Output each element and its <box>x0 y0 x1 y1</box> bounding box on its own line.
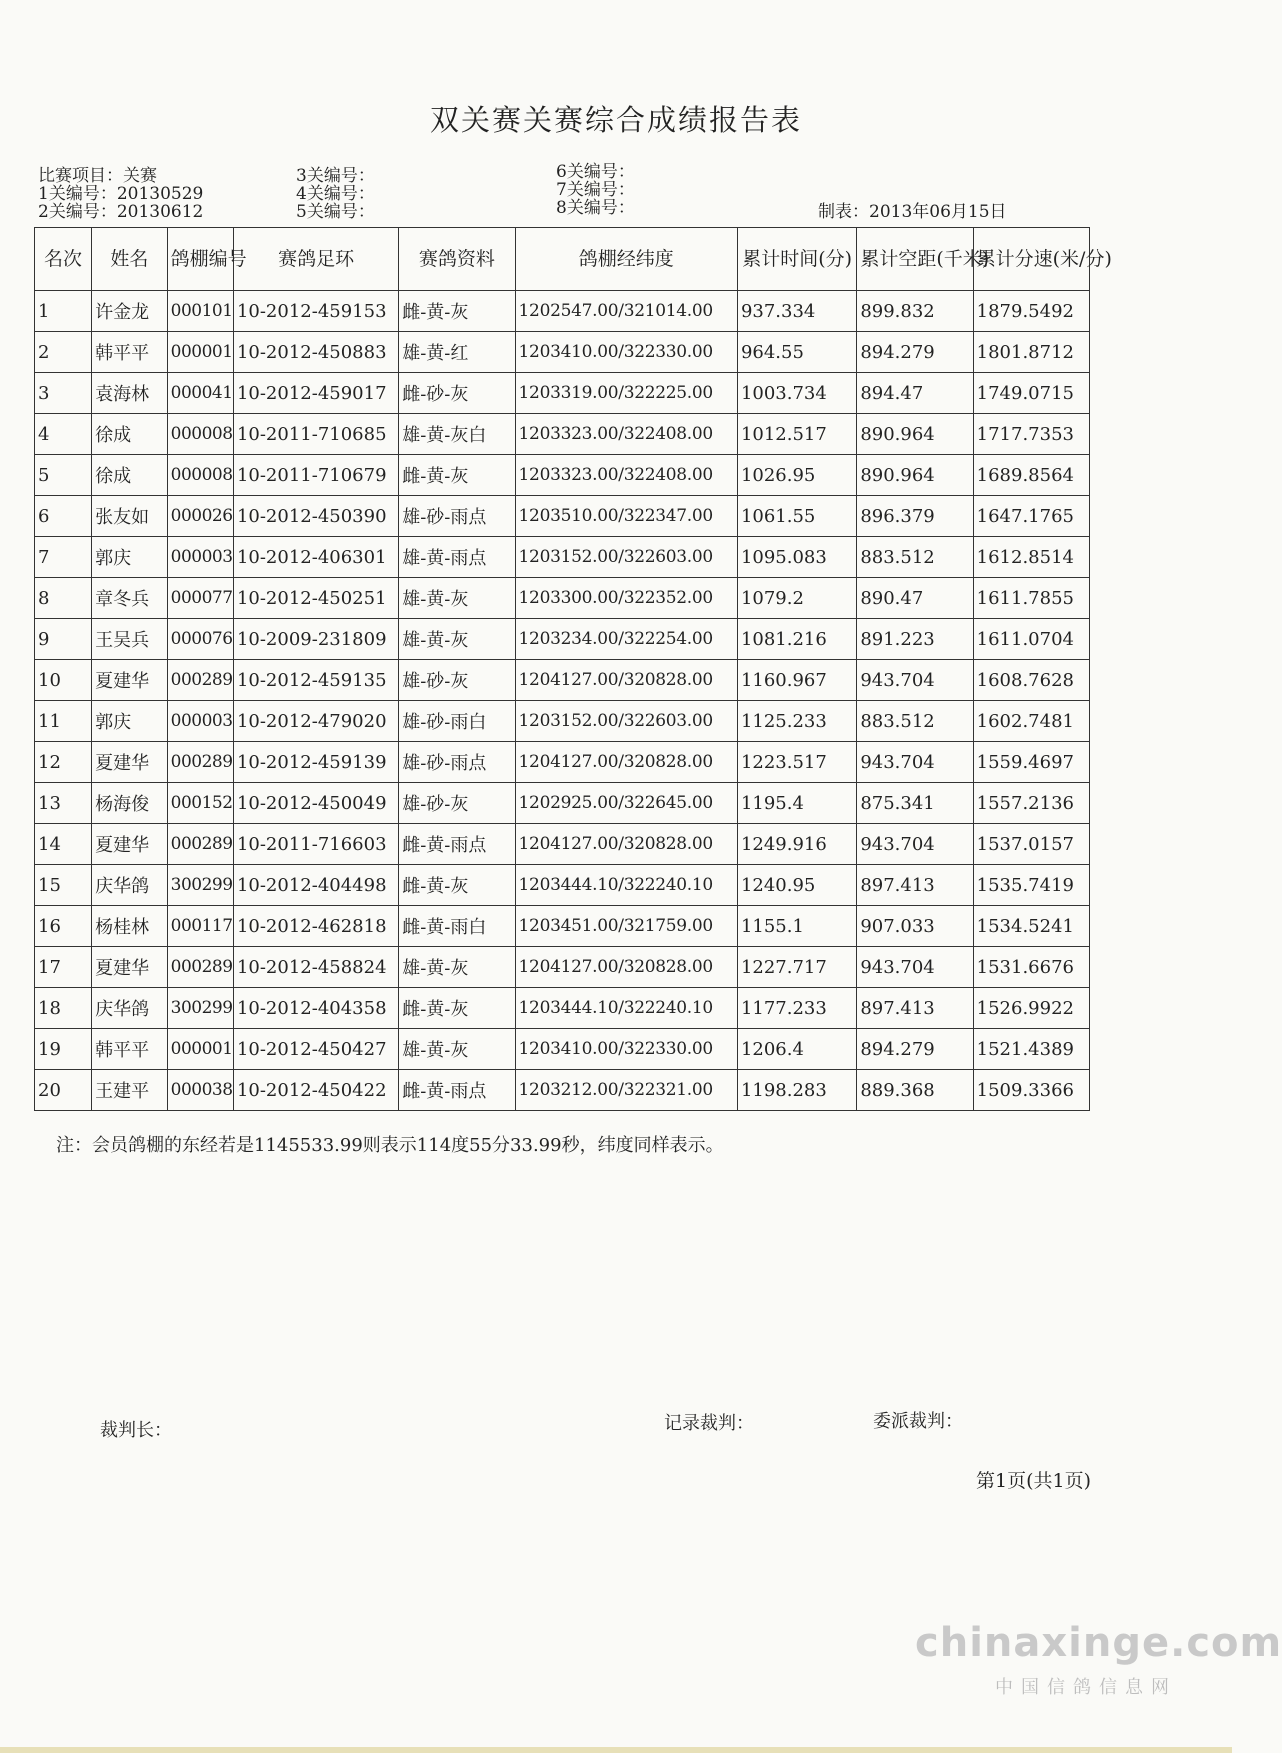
col-ring-cell: 10-2012-450251 <box>233 578 398 619</box>
col-ring-cell: 10-2012-404358 <box>233 988 398 1029</box>
col-rank-cell: 11 <box>35 701 92 742</box>
col-name-cell: 夏建华 <box>92 742 168 783</box>
stage4-number: 4关编号： <box>296 184 375 204</box>
stage7-number: 7关编号： <box>556 180 635 200</box>
col-coords-cell: 1203451.00/321759.00 <box>515 906 737 947</box>
col-loft-id-cell: 000003 <box>167 537 233 578</box>
col-name-cell: 郭庆 <box>92 701 168 742</box>
col-name-cell: 徐成 <box>92 414 168 455</box>
col-coords-cell: 1204127.00/320828.00 <box>515 660 737 701</box>
col-total-time-cell: 1240.95 <box>737 865 856 906</box>
col-name-cell: 郭庆 <box>92 537 168 578</box>
col-name-cell: 张友如 <box>92 496 168 537</box>
col-coords-cell: 1203152.00/322603.00 <box>515 537 737 578</box>
col-name-cell: 袁海林 <box>92 373 168 414</box>
col-ring-cell: 10-2012-450427 <box>233 1029 398 1070</box>
col-bird-info-cell: 雌-砂-灰 <box>399 373 515 414</box>
col-ring-cell: 10-2011-710685 <box>233 414 398 455</box>
col-bird-info-cell: 雄-黄-灰白 <box>399 414 515 455</box>
col-bird-info-cell: 雄-黄-灰 <box>399 1029 515 1070</box>
col-rank-cell: 2 <box>35 332 92 373</box>
col-total-distance-cell: 889.368 <box>857 1070 973 1111</box>
col-loft-id-cell: 000038 <box>167 1070 233 1111</box>
col-speed-cell: 1717.7353 <box>973 414 1089 455</box>
col-loft-id-cell: 000003 <box>167 701 233 742</box>
col-speed-cell: 1612.8514 <box>973 537 1089 578</box>
table-row <box>35 865 1090 906</box>
table-row <box>35 947 1090 988</box>
col-rank-cell: 19 <box>35 1029 92 1070</box>
col-bird-info-cell: 雄-黄-雨点 <box>399 537 515 578</box>
col-total-distance-cell: 943.704 <box>857 660 973 701</box>
table-row <box>35 291 1090 332</box>
col-speed-cell: 1647.1765 <box>973 496 1089 537</box>
col-total-distance-header: 累计空距(千米) <box>857 228 973 291</box>
col-coords-cell: 1204127.00/320828.00 <box>515 742 737 783</box>
col-coords-cell: 1203510.00/322347.00 <box>515 496 737 537</box>
col-ring-cell: 10-2012-450883 <box>233 332 398 373</box>
col-bird-info-cell: 雄-砂-雨白 <box>399 701 515 742</box>
col-speed-cell: 1608.7628 <box>973 660 1089 701</box>
col-bird-info-cell: 雌-黄-灰 <box>399 865 515 906</box>
page-number: 第1页(共1页) <box>976 1470 1092 1492</box>
col-ring-cell: 10-2012-479020 <box>233 701 398 742</box>
table-row <box>35 414 1090 455</box>
col-bird-info-cell: 雄-砂-雨点 <box>399 496 515 537</box>
col-loft-id-cell: 000077 <box>167 578 233 619</box>
watermark-subtitle: 中国信鸽信息网 <box>995 1677 1177 1698</box>
col-total-distance-cell: 894.279 <box>857 1029 973 1070</box>
col-coords-cell: 1203410.00/322330.00 <box>515 332 737 373</box>
watermark-text: chinaxinge.com <box>915 1620 1282 1666</box>
col-coords-cell: 1203212.00/322321.00 <box>515 1070 737 1111</box>
stage6-number: 6关编号： <box>556 162 635 182</box>
table-row <box>35 455 1090 496</box>
col-loft-id-cell: 000041 <box>167 373 233 414</box>
col-ring-cell: 10-2011-710679 <box>233 455 398 496</box>
col-speed-cell: 1537.0157 <box>973 824 1089 865</box>
table-row <box>35 619 1090 660</box>
stage3-number: 3关编号： <box>296 166 375 186</box>
col-total-distance-cell: 894.279 <box>857 332 973 373</box>
col-total-distance-cell: 890.964 <box>857 414 973 455</box>
col-rank-cell: 1 <box>35 291 92 332</box>
col-total-distance-cell: 943.704 <box>857 824 973 865</box>
col-coords-cell: 1203323.00/322408.00 <box>515 414 737 455</box>
col-coords-cell: 1202547.00/321014.00 <box>515 291 737 332</box>
col-rank-cell: 16 <box>35 906 92 947</box>
table-row <box>35 537 1090 578</box>
col-rank-cell: 6 <box>35 496 92 537</box>
table-row <box>35 1029 1090 1070</box>
col-loft-id-cell: 300299 <box>167 988 233 1029</box>
col-coords-cell: 1203444.10/322240.10 <box>515 988 737 1029</box>
meta-middle <box>296 167 375 221</box>
col-rank-cell: 14 <box>35 824 92 865</box>
col-total-distance-cell: 896.379 <box>857 496 973 537</box>
col-speed-cell: 1559.4697 <box>973 742 1089 783</box>
record-judge-label: 记录裁判： <box>664 1413 754 1434</box>
col-rank-cell: 20 <box>35 1070 92 1111</box>
col-rank-header: 名次 <box>35 228 92 291</box>
col-total-time-cell: 1198.283 <box>737 1070 856 1111</box>
col-rank-cell: 4 <box>35 414 92 455</box>
table-row <box>35 701 1090 742</box>
col-bird-info-cell: 雌-黄-灰 <box>399 455 515 496</box>
col-speed-cell: 1879.5492 <box>973 291 1089 332</box>
col-name-cell: 韩平平 <box>92 1029 168 1070</box>
col-total-time-cell: 1206.4 <box>737 1029 856 1070</box>
results-table <box>34 227 1112 1111</box>
col-name-cell: 庆华鸽 <box>92 988 168 1029</box>
col-total-time-cell: 937.334 <box>737 291 856 332</box>
col-rank-cell: 17 <box>35 947 92 988</box>
table-row <box>35 578 1090 619</box>
table-row <box>35 332 1090 373</box>
col-rank-cell: 18 <box>35 988 92 1029</box>
col-total-time-cell: 1026.95 <box>737 455 856 496</box>
col-total-time-cell: 1195.4 <box>737 783 856 824</box>
col-ring-cell: 10-2012-462818 <box>233 906 398 947</box>
col-bird-info-cell: 雄-黄-灰 <box>399 947 515 988</box>
report-title: 双关赛关赛综合成绩报告表 <box>429 103 802 137</box>
stage2-number: 2关编号：20130612 <box>38 202 204 222</box>
col-speed-cell: 1557.2136 <box>973 783 1089 824</box>
col-name-cell: 杨桂林 <box>92 906 168 947</box>
col-total-time-cell: 1223.517 <box>737 742 856 783</box>
col-ring-cell: 10-2012-404498 <box>233 865 398 906</box>
col-name-header: 姓名 <box>92 228 168 291</box>
col-loft-id-cell: 000152 <box>167 783 233 824</box>
col-loft-id-cell: 000026 <box>167 496 233 537</box>
col-bird-info-cell: 雄-砂-灰 <box>399 783 515 824</box>
col-total-time-cell: 1095.083 <box>737 537 856 578</box>
col-coords-cell: 1203300.00/322352.00 <box>515 578 737 619</box>
col-loft-id-cell: 000289 <box>167 824 233 865</box>
table-row <box>35 373 1090 414</box>
meta-right <box>556 163 635 217</box>
col-total-distance-cell: 943.704 <box>857 947 973 988</box>
col-speed-header: 累计分速(米/分) <box>973 228 1089 291</box>
col-ring-header: 赛鸽足环 <box>233 228 398 291</box>
col-coords-cell: 1203323.00/322408.00 <box>515 455 737 496</box>
chief-judge-label: 裁判长： <box>100 1420 172 1441</box>
col-name-cell: 韩平平 <box>92 332 168 373</box>
project-label: 比赛项目：关赛 <box>38 166 157 186</box>
col-ring-cell: 10-2012-450390 <box>233 496 398 537</box>
col-coords-header: 鸽棚经纬度 <box>515 228 737 291</box>
col-total-distance-cell: 907.033 <box>857 906 973 947</box>
col-total-distance-cell: 883.512 <box>857 537 973 578</box>
col-bird-info-cell: 雌-黄-灰 <box>399 291 515 332</box>
table-row <box>35 906 1090 947</box>
col-total-distance-cell: 875.341 <box>857 783 973 824</box>
col-ring-cell: 10-2012-459135 <box>233 660 398 701</box>
table-row <box>35 783 1090 824</box>
stage8-number: 8关编号： <box>556 198 635 218</box>
col-bird-info-cell: 雌-黄-灰 <box>399 988 515 1029</box>
col-speed-cell: 1611.7855 <box>973 578 1089 619</box>
col-total-distance-cell: 897.413 <box>857 988 973 1029</box>
col-total-time-cell: 1155.1 <box>737 906 856 947</box>
col-speed-cell: 1801.8712 <box>973 332 1089 373</box>
scan-edge <box>0 1747 1232 1753</box>
col-total-time-cell: 1061.55 <box>737 496 856 537</box>
col-bird-info-cell: 雌-黄-雨点 <box>399 1070 515 1111</box>
col-coords-cell: 1204127.00/320828.00 <box>515 824 737 865</box>
col-name-cell: 许金龙 <box>92 291 168 332</box>
col-bird-info-header: 赛鸽资料 <box>399 228 515 291</box>
col-bird-info-cell: 雄-黄-灰 <box>399 619 515 660</box>
col-loft-id-cell: 000289 <box>167 742 233 783</box>
col-coords-cell: 1203152.00/322603.00 <box>515 701 737 742</box>
table-body <box>35 291 1090 1111</box>
table-row <box>35 742 1090 783</box>
col-total-time-header: 累计时间(分) <box>737 228 856 291</box>
col-rank-cell: 8 <box>35 578 92 619</box>
col-bird-info-cell: 雌-黄-雨白 <box>399 906 515 947</box>
col-total-time-cell: 1003.734 <box>737 373 856 414</box>
col-coords-cell: 1202925.00/322645.00 <box>515 783 737 824</box>
assigned-judge-label: 委派裁判： <box>873 1411 963 1432</box>
col-name-cell: 夏建华 <box>92 947 168 988</box>
col-ring-cell: 10-2012-459139 <box>233 742 398 783</box>
table-header-row <box>35 228 1090 291</box>
col-name-cell: 夏建华 <box>92 660 168 701</box>
table-row <box>35 1070 1090 1111</box>
table-row <box>35 824 1090 865</box>
col-name-cell: 庆华鸽 <box>92 865 168 906</box>
col-total-time-cell: 1079.2 <box>737 578 856 619</box>
col-total-time-cell: 1081.216 <box>737 619 856 660</box>
col-name-cell: 章冬兵 <box>92 578 168 619</box>
col-speed-cell: 1689.8564 <box>973 455 1089 496</box>
col-speed-cell: 1749.0715 <box>973 373 1089 414</box>
col-ring-cell: 10-2012-406301 <box>233 537 398 578</box>
col-coords-cell: 1204127.00/320828.00 <box>515 947 737 988</box>
col-bird-info-cell: 雌-黄-雨点 <box>399 824 515 865</box>
col-loft-id-cell: 000076 <box>167 619 233 660</box>
col-loft-id-cell: 000289 <box>167 947 233 988</box>
col-ring-cell: 10-2011-716603 <box>233 824 398 865</box>
col-speed-cell: 1521.4389 <box>973 1029 1089 1070</box>
stage1-number: 1关编号：20130529 <box>38 184 204 204</box>
col-name-cell: 王吴兵 <box>92 619 168 660</box>
col-loft-id-cell: 300299 <box>167 865 233 906</box>
col-ring-cell: 10-2009-231809 <box>233 619 398 660</box>
col-total-distance-cell: 894.47 <box>857 373 973 414</box>
table-row <box>35 496 1090 537</box>
col-total-time-cell: 1012.517 <box>737 414 856 455</box>
col-loft-id-cell: 000001 <box>167 1029 233 1070</box>
col-speed-cell: 1509.3366 <box>973 1070 1089 1111</box>
col-name-cell: 杨海俊 <box>92 783 168 824</box>
col-ring-cell: 10-2012-458824 <box>233 947 398 988</box>
col-bird-info-cell: 雄-黄-红 <box>399 332 515 373</box>
col-speed-cell: 1611.0704 <box>973 619 1089 660</box>
col-total-time-cell: 1227.717 <box>737 947 856 988</box>
col-total-distance-cell: 890.964 <box>857 455 973 496</box>
col-total-distance-cell: 891.223 <box>857 619 973 660</box>
col-name-cell: 徐成 <box>92 455 168 496</box>
col-ring-cell: 10-2012-450422 <box>233 1070 398 1111</box>
col-loft-id-cell: 000008 <box>167 455 233 496</box>
col-total-time-cell: 964.55 <box>737 332 856 373</box>
col-total-distance-cell: 890.47 <box>857 578 973 619</box>
col-speed-cell: 1535.7419 <box>973 865 1089 906</box>
col-ring-cell: 10-2012-450049 <box>233 783 398 824</box>
col-loft-id-header: 鸽棚编号 <box>167 228 233 291</box>
col-bird-info-cell: 雄-黄-灰 <box>399 578 515 619</box>
col-speed-cell: 1526.9922 <box>973 988 1089 1029</box>
col-ring-cell: 10-2012-459153 <box>233 291 398 332</box>
stage5-number: 5关编号： <box>296 202 375 222</box>
col-speed-cell: 1531.6676 <box>973 947 1089 988</box>
col-rank-cell: 15 <box>35 865 92 906</box>
col-name-cell: 夏建华 <box>92 824 168 865</box>
meta-left <box>38 167 203 221</box>
table-row <box>35 988 1090 1029</box>
col-coords-cell: 1203444.10/322240.10 <box>515 865 737 906</box>
col-bird-info-cell: 雄-砂-灰 <box>399 660 515 701</box>
table-row <box>35 660 1090 701</box>
col-total-distance-cell: 943.704 <box>857 742 973 783</box>
col-total-distance-cell: 899.832 <box>857 291 973 332</box>
col-total-distance-cell: 897.413 <box>857 865 973 906</box>
col-rank-cell: 3 <box>35 373 92 414</box>
col-rank-cell: 12 <box>35 742 92 783</box>
col-rank-cell: 13 <box>35 783 92 824</box>
col-ring-cell: 10-2012-459017 <box>233 373 398 414</box>
col-loft-id-cell: 000117 <box>167 906 233 947</box>
col-coords-cell: 1203319.00/322225.00 <box>515 373 737 414</box>
col-loft-id-cell: 000001 <box>167 332 233 373</box>
col-rank-cell: 5 <box>35 455 92 496</box>
col-loft-id-cell: 000289 <box>167 660 233 701</box>
col-rank-cell: 10 <box>35 660 92 701</box>
col-total-distance-cell: 883.512 <box>857 701 973 742</box>
col-speed-cell: 1602.7481 <box>973 701 1089 742</box>
col-name-cell: 王建平 <box>92 1070 168 1111</box>
col-total-time-cell: 1177.233 <box>737 988 856 1029</box>
col-speed-cell: 1534.5241 <box>973 906 1089 947</box>
col-rank-cell: 7 <box>35 537 92 578</box>
col-total-time-cell: 1160.967 <box>737 660 856 701</box>
col-rank-cell: 9 <box>35 619 92 660</box>
col-coords-cell: 1203234.00/322254.00 <box>515 619 737 660</box>
col-total-time-cell: 1249.916 <box>737 824 856 865</box>
col-loft-id-cell: 000101 <box>167 291 233 332</box>
footnote: 注：会员鸽棚的东经若是1145533.99则表示114度55分33.99秒，纬度同样表示。 <box>56 1135 724 1156</box>
col-loft-id-cell: 000008 <box>167 414 233 455</box>
col-bird-info-cell: 雄-砂-雨点 <box>399 742 515 783</box>
made-date: 制表：2013年06月15日 <box>818 202 1007 222</box>
col-total-time-cell: 1125.233 <box>737 701 856 742</box>
col-coords-cell: 1203410.00/322330.00 <box>515 1029 737 1070</box>
